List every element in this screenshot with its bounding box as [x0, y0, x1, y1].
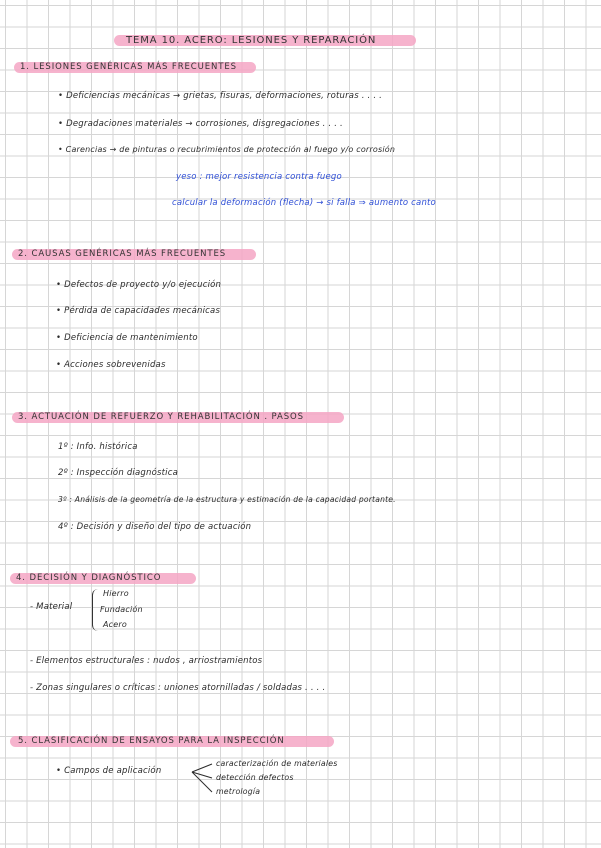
section-4-heading: 4. DECISIÓN Y DIAGNÓSTICO [16, 573, 162, 583]
s5-field-2: detección defectos [216, 773, 294, 782]
s3-step-1: 1º : Info. histórica [58, 442, 138, 452]
s1-item-3: • Carencias → de pinturas o recubrimientos de protección al fuego y/o corrosión [58, 145, 396, 154]
s1-item-2: • Degradaciones materiales → corrosiones, disgregaciones . . . . [58, 119, 343, 129]
s3-step-3: 3º : Análisis de la geometría de la estructura y estimación de la capacidad portante. [58, 495, 396, 504]
s5-field-label: • Campos de aplicación [56, 766, 162, 776]
s1-item-1: • Deficiencias mecánicas → grietas, fisuras, deformaciones, roturas . . . . [58, 91, 383, 101]
section-5-heading: 5. CLASIFICACIÓN DE ENSAYOS PARA LA INSPECCIÓN [18, 736, 285, 746]
s5-field-1: caracterización de materiales [216, 759, 338, 768]
branch-arrow-top [192, 764, 212, 772]
s4-material-3: Acero [103, 620, 127, 629]
s4-elements: - Elementos estructurales : nudos , arriostramientos [30, 656, 263, 666]
s4-material-2: Fundación [100, 605, 143, 614]
page-title: TEMA 10. ACERO: LESIONES Y REPARACIÓN [126, 35, 377, 46]
section-3-heading: 3. ACTUACIÓN DE REFUERZO Y REHABILITACIÓN . PASOS [18, 412, 304, 422]
s2-item-2: • Pérdida de capacidades mecánicas [56, 306, 221, 316]
s3-step-4: 4º : Decisión y diseño del tipo de actuación [58, 522, 252, 532]
section-1-heading: 1. LESIONES GENÉRICAS MÁS FRECUENTES [20, 62, 237, 72]
s2-item-1: • Defectos de proyecto y/o ejecución [56, 280, 222, 290]
s2-item-3: • Deficiencia de mantenimiento [56, 333, 198, 343]
s3-step-2: 2º : Inspección diagnóstica [58, 468, 178, 478]
section-2-heading: 2. CAUSAS GENÉRICAS MÁS FRECUENTES [18, 249, 227, 259]
s4-zones: - Zonas singulares o críticas : uniones atornilladas / soldadas . . . . [30, 683, 326, 693]
s1-note-2: calcular la deformación (flecha) → si falla ⇒ aumento canto [172, 198, 436, 208]
s4-material-label: - Material [30, 602, 73, 612]
s4-material-1: Hierro [103, 589, 129, 598]
s5-field-3: metrología [216, 787, 261, 796]
s2-item-4: • Acciones sobrevenidas [56, 360, 166, 370]
s1-note-1: yeso : mejor resistencia contra fuego [176, 172, 342, 182]
